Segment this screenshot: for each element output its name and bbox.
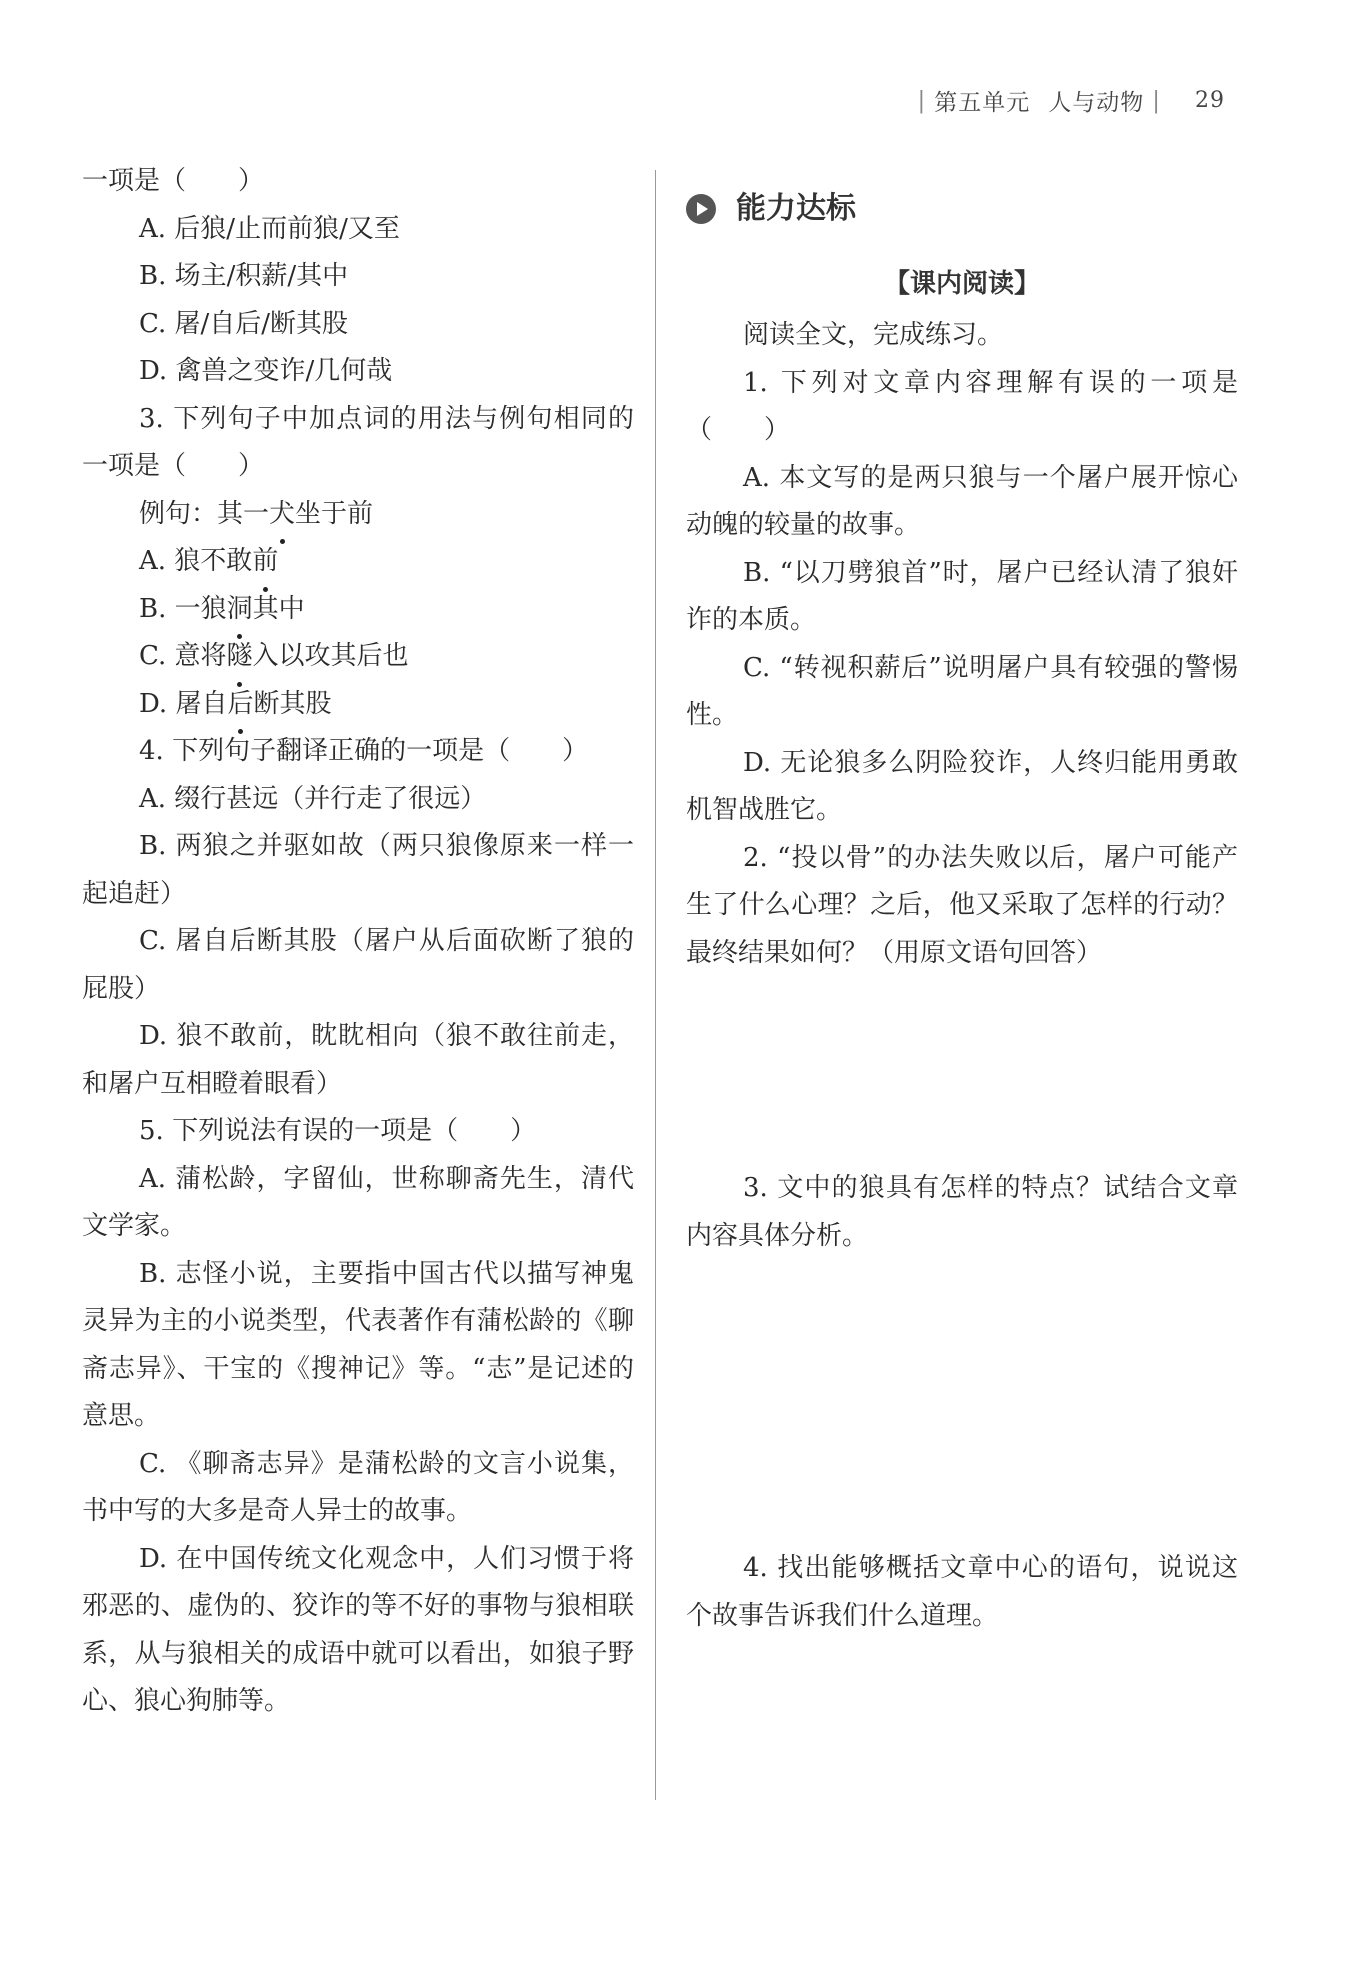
dotted-word: 后 bbox=[227, 681, 253, 729]
q2-option-b: B. 场主/积薪/其中 bbox=[139, 261, 349, 291]
q3-example: 例句：其一犬坐于前 bbox=[82, 491, 634, 539]
instruction: 阅读全文，完成练习。 bbox=[743, 320, 1004, 350]
dotted-word: 犬 bbox=[269, 491, 295, 539]
q5-option-a: A. 蒲松龄，字留仙，世称聊斋先生，清代文学家。 bbox=[82, 1163, 634, 1241]
q5-option-d: D. 在中国传统文化观念中，人们习惯于将邪恶的、虚伪的、狡诈的等不好的事物与狼相联系，从与狼相关的成语中就可以看出，如狼子野心、狼心狗肺等。 bbox=[82, 1543, 634, 1716]
header-bar-left: | bbox=[917, 87, 927, 114]
section-heading bbox=[686, 185, 1238, 233]
r-q1-option-b: B. “以刀劈狼首”时，屠户已经认清了狼奸诈的本质。 bbox=[686, 557, 1238, 635]
dotted-word: 洞 bbox=[227, 586, 253, 634]
q4-option-c: C. 屠自后断其股（屠户从后面砍断了狼的屁股） bbox=[82, 926, 634, 1004]
theme-label: 人与动物 bbox=[1048, 90, 1145, 116]
page-number: 29 bbox=[1195, 88, 1225, 113]
dotted-word: 前 bbox=[252, 538, 278, 586]
q3-option-d: D. 屠自后断其股 bbox=[82, 681, 634, 729]
q4-option-a: A. 缀行甚远（并行走了很远） bbox=[139, 783, 487, 814]
q4-option-b: B. 两狼之并驱如故（两只狼像原来一样一起追赶） bbox=[82, 831, 634, 909]
column-divider bbox=[655, 170, 656, 1800]
r-q4: 4. 找出能够概括文章中心的语句，说说这个故事告诉我们什么道理。 bbox=[686, 1553, 1238, 1631]
answer-space[interactable] bbox=[686, 977, 1238, 1165]
r-q3: 3. 文中的狼具有怎样的特点？试结合文章内容具体分析。 bbox=[686, 1173, 1238, 1251]
play-icon bbox=[686, 194, 716, 224]
q2-option-a: A. 后狼/止而前狼/又至 bbox=[139, 213, 400, 244]
q5-option-c: C. 《聊斋志异》是蒲松龄的文言小说集，书中写的大多是奇人异士的故事。 bbox=[82, 1448, 634, 1526]
header-bar-right: | bbox=[1152, 87, 1161, 114]
sub-title: 【课内阅读】 bbox=[883, 268, 1040, 299]
q3-option-b: B. 一狼洞其中 bbox=[82, 586, 634, 634]
left-column bbox=[82, 158, 634, 1726]
r-q1-option-a: A. 本文写的是两只狼与一个屠户展开惊心动魄的较量的故事。 bbox=[686, 462, 1238, 540]
q2-tail: 一项是（ ） bbox=[82, 166, 265, 196]
q2-option-d: D. 禽兽之变诈/几何哉 bbox=[139, 356, 393, 386]
q3-stem: 3. 下列句子中加点词的用法与例句相同的一项是（ ） bbox=[82, 403, 634, 481]
answer-space[interactable] bbox=[686, 1260, 1238, 1545]
q3-option-c: C. 意将隧入以攻其后也 bbox=[82, 633, 634, 681]
r-q1-option-c: C. “转视积薪后”说明屠户具有较强的警惕性。 bbox=[686, 652, 1238, 730]
q3-option-a: A. 狼不敢前 bbox=[82, 538, 634, 586]
q4-stem: 4. 下列句子翻译正确的一项是（ ） bbox=[139, 736, 589, 766]
unit-label: 第五单元 bbox=[934, 90, 1031, 116]
page-header bbox=[910, 84, 1226, 117]
r-q1-option-d: D. 无论狼多么阴险狡诈，人终归能用勇敢机智战胜它。 bbox=[686, 747, 1238, 825]
r-q1-stem: 1. 下列对文章内容理解有误的一项是（ ） bbox=[686, 367, 1238, 445]
q4-option-d: D. 狼不敢前，眈眈相向（狼不敢往前走，和屠户互相瞪着眼看） bbox=[82, 1021, 634, 1099]
q5-stem: 5. 下列说法有误的一项是（ ） bbox=[139, 1116, 537, 1146]
right-column bbox=[686, 185, 1238, 1640]
q5-option-b: B. 志怪小说，主要指中国古代以描写神鬼灵异为主的小说类型，代表著作有蒲松龄的《聊斋志异》、干宝的《搜神记》等。“志”是记述的意思。 bbox=[82, 1258, 634, 1431]
dotted-word: 隧 bbox=[227, 633, 253, 681]
r-q2: 2. “投以骨”的办法失败以后，屠户可能产生了什么心理？之后，他又采取了怎样的行动？最终结果如何？（用原文语句回答） bbox=[686, 842, 1238, 968]
section-title: 能力达标 bbox=[736, 191, 856, 226]
q2-option-c: C. 屠/自后/断其股 bbox=[139, 308, 349, 339]
